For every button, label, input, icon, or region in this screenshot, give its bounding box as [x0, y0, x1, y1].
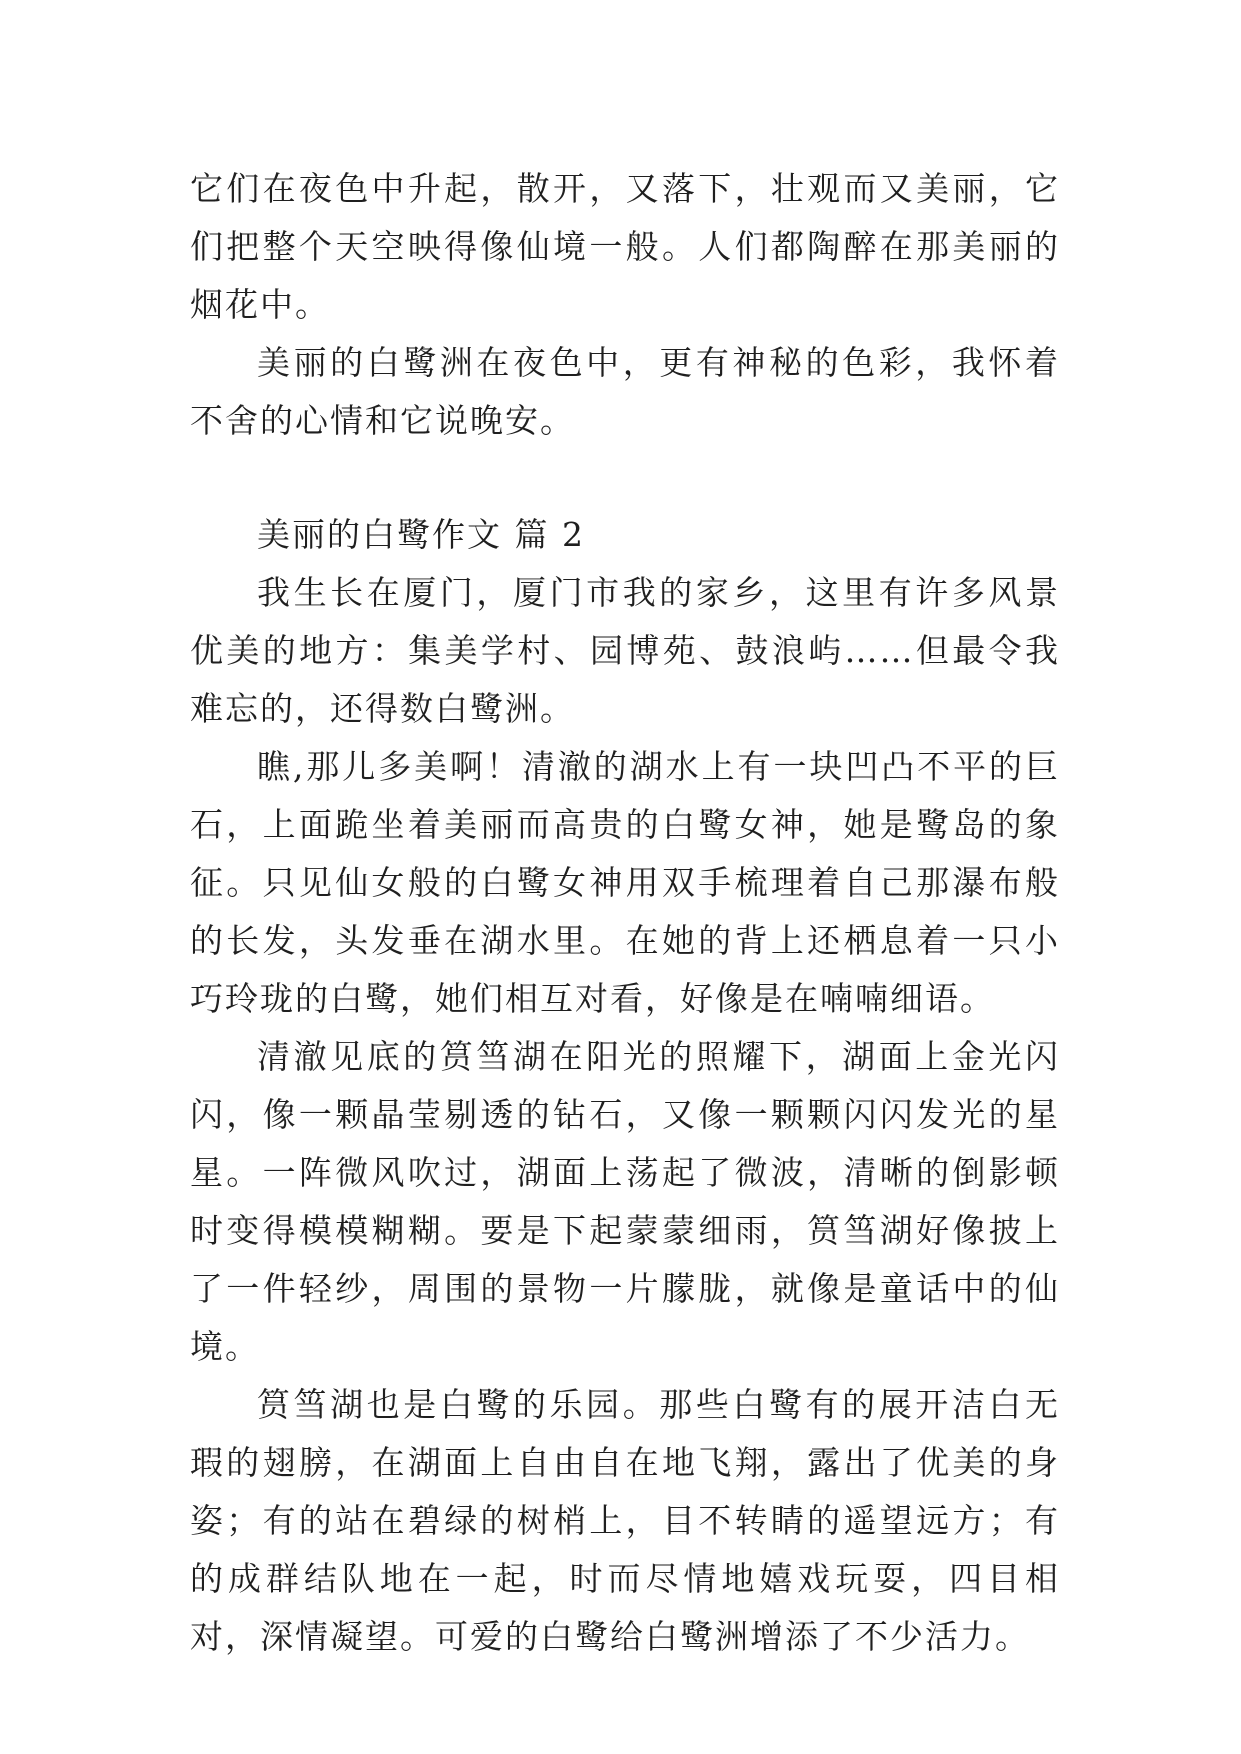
paragraph-goddess-statue: 瞧,那儿多美啊！清澈的湖水上有一块凹凸不平的巨石，上面跪坐着美丽而高贵的白鹭女神，她是鹭岛的象征。只见仙女般的白鹭女神用双手梳理着自己那瀑布般的长发，头发垂在湖水里。在她的背上还栖息着一只小巧玲珑的白鹭，她们相互对看，好像是在喃喃细语。: [190, 747, 1060, 1018]
paragraph-fireworks: 它们在夜色中升起，散开，又落下，壮观而又美丽，它们把整个天空映得像仙境一般。人们都陶醉在那美丽的烟花中。: [190, 169, 1060, 324]
section-title: 美丽的白鹭作文 篇 2: [257, 515, 585, 554]
document-body: [190, 160, 1060, 1666]
paragraph-lake-scenery: 清澈见底的筼筜湖在阳光的照耀下，湖面上金光闪闪，像一颗晶莹剔透的钻石，又像一颗颗闪闪发光的星星。一阵微风吹过，湖面上荡起了微波，清晰的倒影顿时变得模模糊糊。要是下起蒙蒙细雨，筼筜湖好像披上了一件轻纱，周围的景物一片朦胧，就像是童话中的仙境。: [190, 1037, 1060, 1366]
paragraph-hometown: 我生长在厦门，厦门市我的家乡，这里有许多风景优美的地方：集美学村、园博苑、鼓浪屿……但最令我难忘的，还得数白鹭洲。: [190, 573, 1060, 728]
paragraph-goodnight: 美丽的白鹭洲在夜色中，更有神秘的色彩，我怀着不舍的心情和它说晚安。: [190, 343, 1060, 440]
paragraph-egret-paradise: 筼筜湖也是白鹭的乐园。那些白鹭有的展开洁白无瑕的翅膀，在湖面上自由自在地飞翔，露出了优美的身姿；有的站在碧绿的树梢上，目不转睛的遥望远方；有的成群结队地在一起，时而尽情地嬉戏玩耍，四目相对，深情凝望。可爱的白鹭给白鹭洲增添了不少活力。: [190, 1385, 1060, 1656]
